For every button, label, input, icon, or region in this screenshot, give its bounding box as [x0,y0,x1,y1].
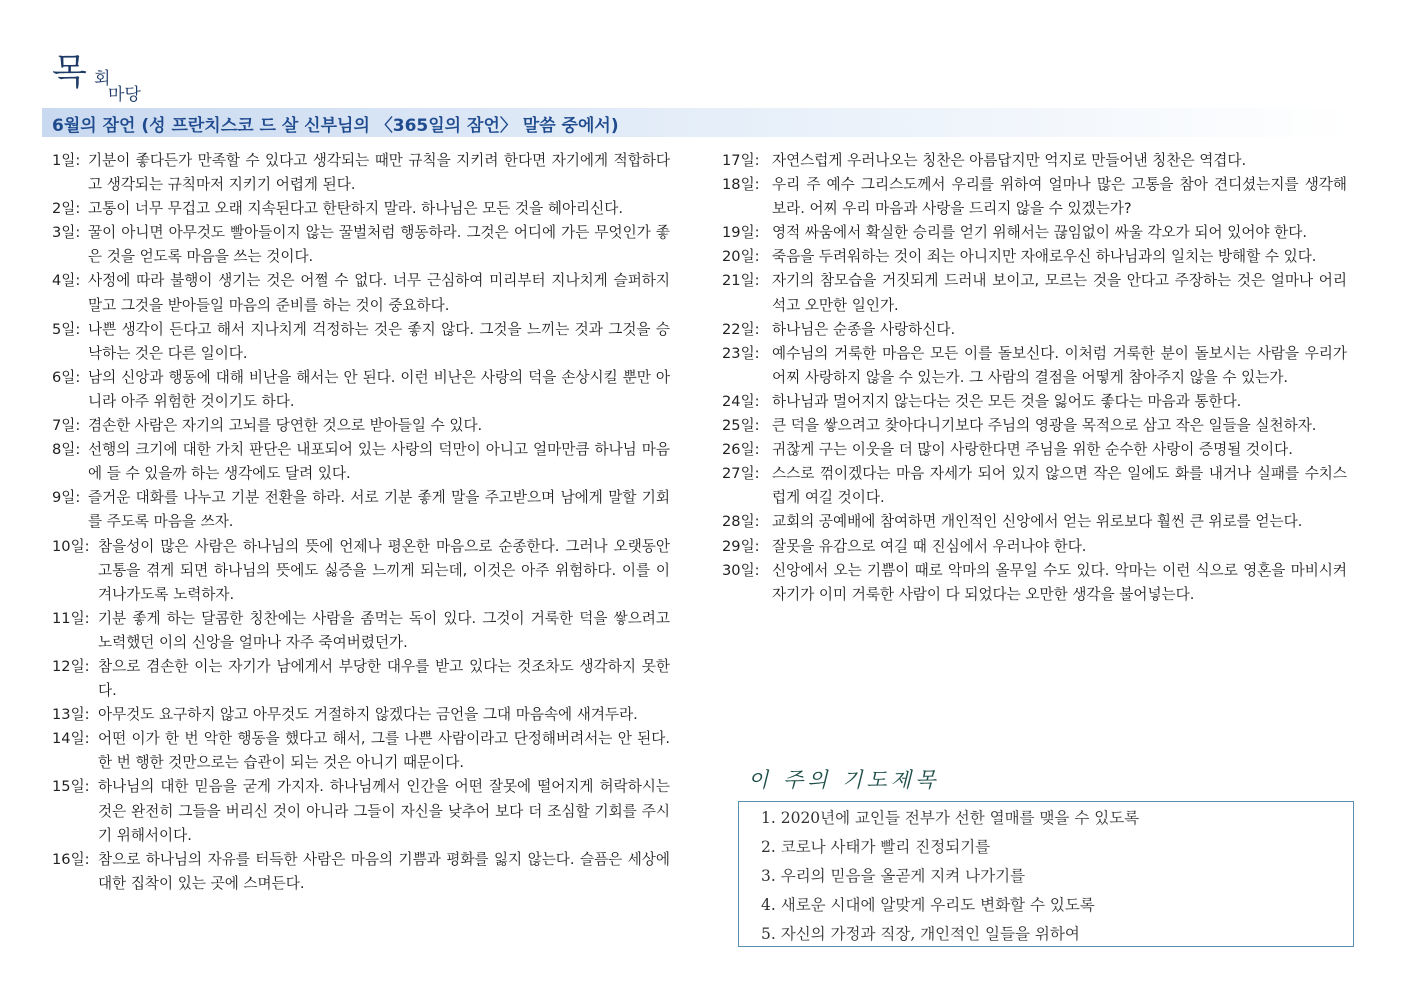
proverb-day: 4일: [52,272,81,290]
proverb-day: 29일: [722,537,760,555]
proverb-entry [52,607,670,655]
proverbs-left-column [52,149,670,896]
proverb-day: 3일: [52,224,81,242]
proverb-entry [52,486,670,534]
logo-sub-char: 회 [94,69,111,89]
proverb-entry [52,535,670,607]
proverb-entry [52,438,670,486]
proverb-day: 23일: [722,344,760,362]
proverb-day: 12일: [52,657,90,675]
proverb-entry [722,149,1347,173]
proverb-entry [52,318,670,366]
proverb-day: 20일: [722,248,760,266]
proverb-text: 죽음을 두려워하는 것이 죄는 아니지만 자애로우신 하나님과의 일치는 방해할 수 있다. [772,248,1317,266]
proverb-entry [52,149,670,197]
logo-sub-word: 마당 [108,85,141,105]
proverb-entry [722,221,1347,245]
proverb-entry [722,414,1347,438]
proverb-day: 18일: [722,176,760,194]
proverb-day: 8일: [52,441,81,459]
proverb-entry [722,438,1347,462]
proverb-text: 참을성이 많은 사람은 하나님의 뜻에 언제나 평온한 마음으로 순종한다. 그러나 오랫동안 고통을 겪게 되면 하나님의 뜻에도 싫증을 느끼게 되는데, 이것은 아주 위험하다. 이를 이겨나가도록 노력하자. [98,537,670,603]
proverb-entry [52,655,670,703]
proverb-text: 겸손한 사람은 자기의 고뇌를 당연한 것으로 받아들일 수 있다. [88,417,483,435]
proverb-text: 하나님의 대한 믿음을 굳게 가지자. 하나님께서 인간을 어떤 잘못에 떨어지게 허락하시는 것은 완전히 그들을 버리신 것이 아니라 그들이 자신을 낮추어 보다 더 조심할 기회를 주시기 위해서이다. [98,778,670,844]
page-title: 6월의 잠언 (성 프란치스코 드 살 신부님의 〈365일의 잠언〉 말씀 중에서) [52,116,619,136]
proverb-day: 9일: [52,489,81,507]
prayer-item: 5. 자신의 가정과 직장, 개인적인 일들을 위하여 [761,925,1080,943]
proverb-text: 기분이 좋다든가 만족할 수 있다고 생각되는 때만 규칙을 지키려 한다면 자기에게 적합하다고 생각되는 규칙마저 지키기 어렵게 된다. [88,152,670,194]
proverb-text: 아무것도 요구하지 않고 아무것도 거절하지 않겠다는 금언을 그대 마음속에 새겨두라. [98,706,638,724]
proverb-day: 25일: [722,417,760,435]
proverb-day: 5일: [52,320,81,338]
proverb-day: 1일: [52,152,81,169]
proverb-entry [722,173,1347,221]
proverb-day: 28일: [722,513,760,531]
proverb-text: 꿀이 아니면 아무것도 빨아들이지 않는 꿀벌처럼 행동하라. 그것은 어디에 가든 무엇인가 좋은 것을 얻도록 마음을 쓰는 것이다. [88,224,670,266]
proverb-entry [722,390,1347,414]
proverb-text: 교회의 공예배에 참여하면 개인적인 신앙에서 얻는 위로보다 훨씬 큰 위로를 얻는다. [772,513,1303,531]
proverb-day: 13일: [52,706,90,724]
proverb-entry [722,318,1347,342]
proverb-text: 참으로 하나님의 자유를 터득한 사람은 마음의 기쁨과 평화를 잃지 않는다. 슬픔은 세상에 대한 집착이 있는 곳에 스며든다. [98,850,670,892]
proverb-entry [52,848,670,896]
prayer-section-title: 이 주의 기도제목 [748,768,940,792]
proverb-day: 2일: [52,200,81,218]
proverb-text: 귀찮게 구는 이웃을 더 많이 사랑한다면 주님을 위한 순수한 사랑이 증명될 것이다. [772,441,1293,459]
proverb-day: 11일: [52,609,90,627]
proverb-day: 17일: [722,152,760,169]
proverb-text: 스스로 꺾이겠다는 마음 자세가 되어 있지 않으면 작은 일에도 화를 내거나 실패를 수치스럽게 여길 것이다. [772,465,1347,507]
proverb-text: 큰 덕을 쌓으려고 찾아다니기보다 주님의 영광을 목적으로 삼고 작은 일들을 실천하자. [772,417,1317,435]
prayer-item: 1. 2020년에 교인들 전부가 선한 열매를 맺을 수 있도록 [761,809,1140,827]
proverb-text: 영적 싸움에서 확실한 승리를 얻기 위해서는 끊임없이 싸울 각오가 되어 있어야 한다. [772,224,1307,242]
proverb-entry [52,775,670,847]
proverb-entry [52,414,670,438]
proverb-day: 7일: [52,417,81,435]
prayer-item: 3. 우리의 믿음을 올곧게 지켜 나가기를 [761,867,1026,885]
section-logo [52,44,182,104]
proverb-entry [722,559,1347,607]
proverb-entry [52,269,670,317]
title-bar [42,108,1352,137]
proverb-day: 26일: [722,441,760,459]
proverb-entry [722,462,1347,510]
proverb-day: 24일: [722,392,760,410]
proverb-text: 기분 좋게 하는 달콤한 칭찬에는 사람을 좀먹는 독이 있다. 그것이 거룩한 덕을 쌓으려고 노력했던 이의 신앙을 얼마나 자주 죽여버렸던가. [98,609,670,651]
proverb-day: 30일: [722,561,760,579]
proverb-day: 14일: [52,730,90,748]
proverb-entry [52,197,670,221]
proverb-entry [52,366,670,414]
proverb-text: 참으로 겸손한 이는 자기가 남에게서 부당한 대우를 받고 있다는 것조차도 생각하지 못한다. [98,657,670,700]
proverb-text: 신앙에서 오는 기쁨이 때로 악마의 올무일 수도 있다. 악마는 이런 식으로 영혼을 마비시켜 자기가 이미 거룩한 사람이 다 되었다는 오만한 생각을 불어넣는다. [772,561,1347,603]
proverb-day: 21일: [722,272,760,290]
proverb-text: 선행의 크기에 대한 가치 판단은 내포되어 있는 사랑의 덕만이 아니고 얼마만큼 하나님 마음에 들 수 있을까 하는 생각에도 달려 있다. [88,441,670,483]
proverb-day: 22일: [722,320,760,338]
proverb-text: 즐거운 대화를 나누고 기분 전환을 하라. 서로 기분 좋게 말을 주고받으며 남에게 말할 기회를 주도록 마음을 쓰자. [88,489,670,531]
proverb-entry [722,510,1347,534]
proverb-entry [722,342,1347,390]
proverb-entry [52,221,670,269]
proverb-text: 자기의 참모습을 거짓되게 드러내 보이고, 모르는 것을 안다고 주장하는 것은 얼마나 어리석고 오만한 일인가. [772,272,1347,314]
prayer-item: 4. 새로운 시대에 알맞게 우리도 변화할 수 있도록 [761,896,1095,914]
prayer-list-box [738,801,1354,947]
proverb-day: 10일: [52,537,90,555]
proverb-entry [722,535,1347,559]
proverb-text: 고통이 너무 무겁고 오래 지속된다고 한탄하지 말라. 하나님은 모든 것을 헤아리신다. [88,200,623,218]
proverb-text: 하나님과 멀어지지 않는다는 것은 모든 것을 잃어도 좋다는 마음과 통한다. [772,392,1242,410]
proverb-text: 우리 주 예수 그리스도께서 우리를 위하여 얼마나 많은 고통을 참아 견디셨는지를 생각해 보라. 어찌 우리 마음과 사랑을 드리지 않을 수 있겠는가? [772,176,1347,218]
proverb-entry [722,269,1347,317]
proverb-day: 27일: [722,465,760,483]
proverb-day: 6일: [52,368,81,386]
proverb-text: 사정에 따라 불행이 생기는 것은 어쩔 수 없다. 너무 근심하여 미리부터 지나치게 슬퍼하지 말고 그것을 받아들일 마음의 준비를 하는 것이 중요하다. [88,272,670,314]
logo-main-char: 목 [52,52,86,93]
proverb-text: 어떤 이가 한 번 악한 행동을 했다고 해서, 그를 나쁜 사람이라고 단정해버려서는 안 된다. 한 번 행한 것만으로는 습관이 되는 것은 아니기 때문이다. [98,730,670,772]
proverbs-right-column [722,149,1347,607]
prayer-item: 2. 코로나 사태가 빨리 진정되기를 [761,838,991,856]
proverb-text: 하나님은 순종을 사랑하신다. [772,320,956,338]
proverb-day: 15일: [52,778,90,796]
proverb-entry [722,245,1347,269]
proverb-text: 나쁜 생각이 든다고 해서 지나치게 걱정하는 것은 좋지 않다. 그것을 느끼는 것과 그것을 승낙하는 것은 다른 일이다. [88,320,670,362]
proverb-entry [52,727,670,775]
proverb-text: 예수님의 거룩한 마음은 모든 이를 돌보신다. 이처럼 거룩한 분이 돌보시는 사람을 우리가 어찌 사랑하지 않을 수 있는가. 그 사람의 결점을 어떻게 참아주지 않을 수 있는가. [772,344,1347,386]
proverb-day: 19일: [722,224,760,242]
proverb-day: 16일: [52,850,90,868]
proverb-entry [52,703,670,727]
proverb-text: 남의 신앙과 행동에 대해 비난을 해서는 안 된다. 이런 비난은 사랑의 덕을 손상시킬 뿐만 아니라 아주 위험한 것이기도 하다. [88,368,670,410]
proverb-text: 자연스럽게 우러나오는 칭찬은 아름답지만 억지로 만들어낸 칭찬은 역겹다. [772,152,1247,169]
proverb-text: 잘못을 유감으로 여길 때 진심에서 우러나야 한다. [772,537,1087,555]
